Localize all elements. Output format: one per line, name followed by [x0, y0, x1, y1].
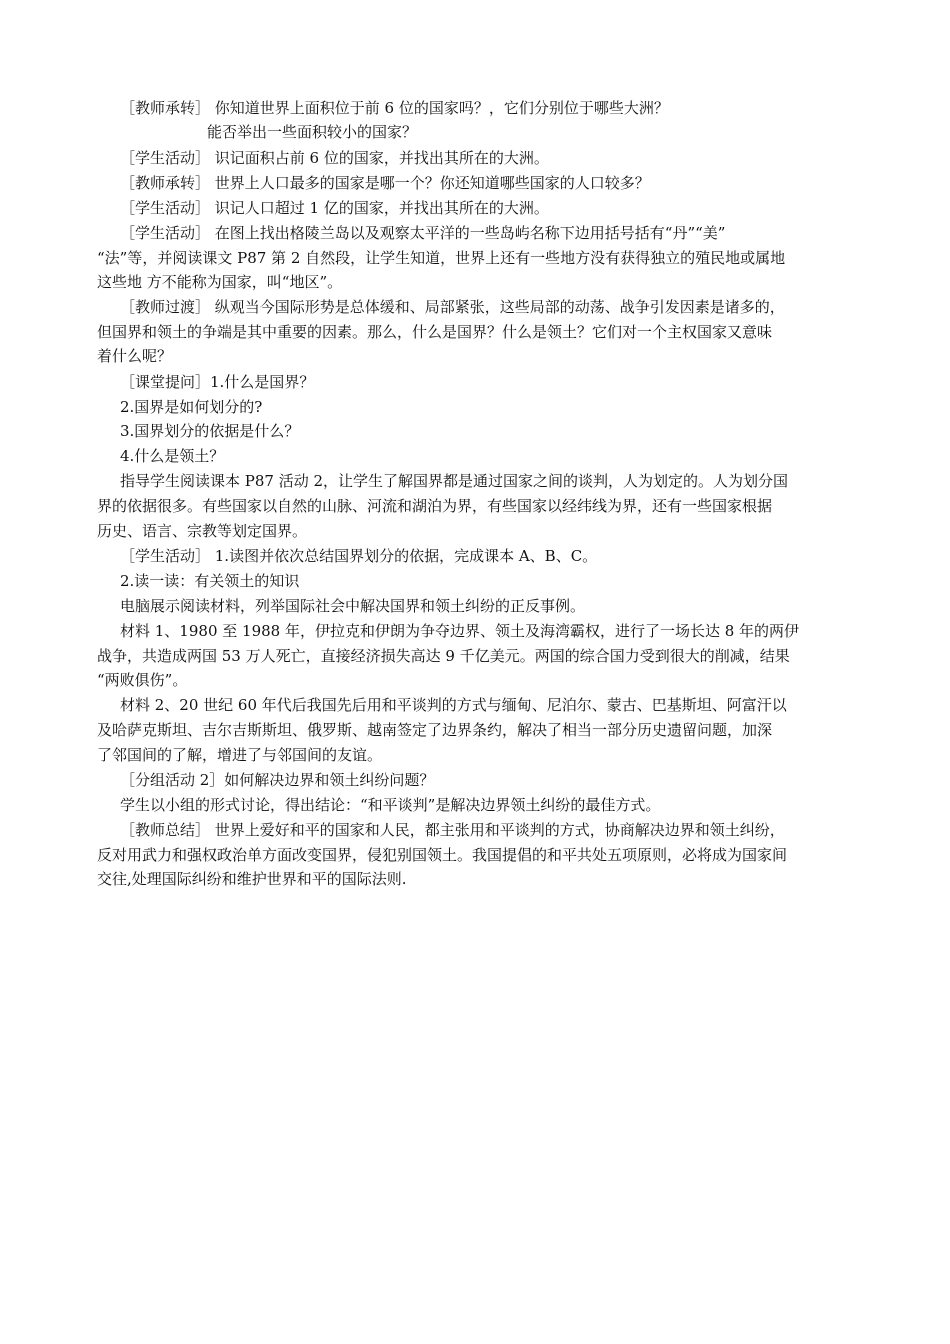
text-line: 界的依据很多。有些国家以自然的山脉、河流和湖泊为界，有些国家以经纬线为界，还有一些国家根据: [97, 497, 773, 515]
text-line: ［教师承转］ 世界上人口最多的国家是哪一个？你还知道哪些国家的人口较多？: [120, 174, 650, 192]
text-line: 但国界和领土的争端是其中重要的因素。那么，什么是国界？什么是领土？它们对一个主权国家又意味: [97, 323, 773, 341]
text-line: 2.国界是如何划分的?: [120, 398, 263, 416]
text-line: ［学生活动］ 1.读图并依次总结国界划分的依据，完成课本 A、B、C。: [120, 547, 598, 565]
text-line: 能否举出一些面积较小的国家？: [207, 123, 418, 141]
text-line: 战争，共造成两国 53 万人死亡，直接经济损失高达 9 千亿美元。两国的综合国力受到很大的削减，结果: [97, 647, 790, 665]
text-line: 及哈萨克斯坦、吉尔吉斯斯坦、俄罗斯、越南签定了边界条约，解决了相当一部分历史遗留问题，加深: [97, 721, 773, 739]
text-line: ［课堂提问］1.什么是国界？: [120, 373, 315, 391]
text-line: 学生以小组的形式讨论，得出结论：“和平谈判”是解决边界领土纠纷的最佳方式。: [120, 796, 661, 814]
text-line: 4.什么是领土？: [120, 447, 225, 465]
text-line: 2.读一读：有关领土的知识: [120, 572, 300, 590]
text-line: 历史、语言、宗教等划定国界。: [97, 522, 308, 540]
text-line: 材料 1、1980 至 1988 年，伊拉克和伊朗为争夺边界、领土及海湾霸权，进行了一场长达 8 年的两伊: [120, 622, 800, 640]
text-line: 指导学生阅读课本 P87 活动 2，让学生了解国界都是通过国家之间的谈判，人为划定的。人为划分国: [120, 472, 789, 490]
text-line: 交往,处理国际纠纷和维护世界和平的国际法则.: [97, 870, 407, 888]
text-line: ［学生活动］ 在图上找出格陵兰岛以及观察太平洋的一些岛屿名称下边用括号括有“丹”“美”: [120, 224, 726, 242]
text-line: ［教师过渡］ 纵观当今国际形势是总体缓和、局部紧张，这些局部的动荡、战争引发因素是诸多的，: [120, 298, 785, 316]
text-line: 了邻国间的了解，增进了与邻国间的友谊。: [97, 746, 383, 764]
text-line: ［学生活动］ 识记面积占前 6 位的国家，并找出其所在的大洲。: [120, 149, 549, 167]
text-line: “两败俱伤”。: [97, 671, 188, 689]
text-line: ［分组活动 2］如何解决边界和领土纠纷问题？: [120, 771, 435, 789]
text-line: “法”等，并阅读课文 P87 第 2 自然段，让学生知道，世界上还有一些地方没有获得独立的殖民地或属地: [97, 249, 786, 267]
text-line: 材料 2、20 世纪 60 年代后我国先后用和平谈判的方式与缅甸、尼泊尔、蒙古、巴基斯坦、阿富汗以: [120, 696, 787, 714]
text-line: 着什么呢？: [97, 347, 173, 365]
text-line: 这些地 方不能称为国家，叫“地区”。: [97, 273, 343, 291]
text-line: 3.国界划分的依据是什么？: [120, 422, 300, 440]
text-line: 反对用武力和强权政治单方面改变国界，侵犯别国领土。我国提倡的和平共处五项原则，必将成为国家间: [97, 846, 788, 864]
text-line: ［教师承转］ 你知道世界上面积位于前 6 位的国家吗？，它们分别位于哪些大洲？: [120, 99, 669, 117]
text-line: ［学生活动］ 识记人口超过 1 亿的国家，并找出其所在的大洲。: [120, 199, 549, 217]
text-line: 电脑展示阅读材料，列举国际社会中解决国界和领土纠纷的正反事例。: [120, 597, 586, 615]
text-line: ［教师总结］ 世界上爱好和平的国家和人民，都主张用和平谈判的方式，协商解决边界和领土纠纷，: [120, 821, 785, 839]
